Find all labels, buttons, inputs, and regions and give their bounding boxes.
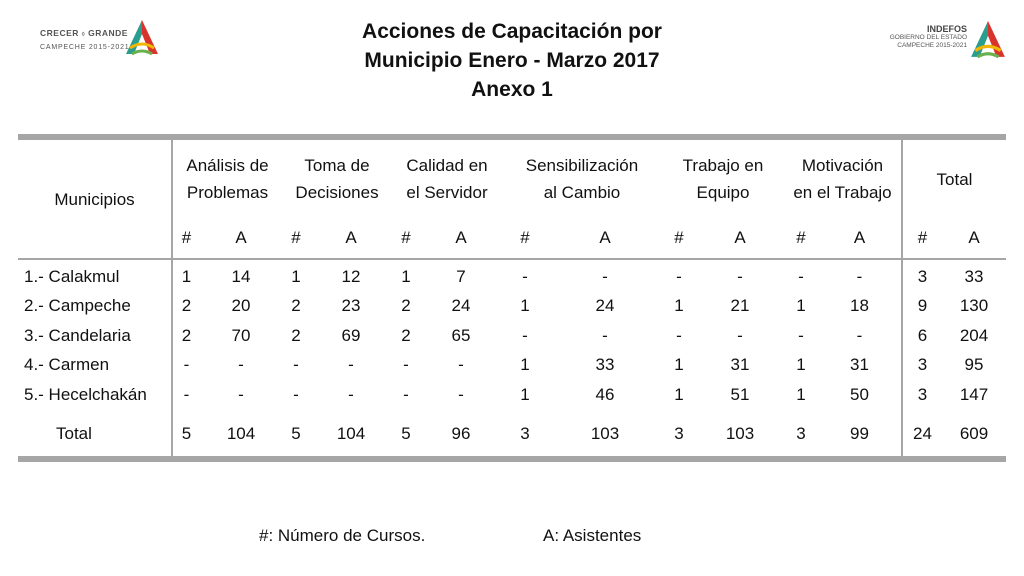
logo-left-word1: CRECER xyxy=(40,28,79,38)
cell-attendees: 70 xyxy=(231,325,251,345)
cell-attendees: - xyxy=(602,266,608,286)
group-header-calidad xyxy=(392,140,502,218)
cell-attendees: 51 xyxy=(730,384,750,404)
cell-courses: 2 xyxy=(291,325,301,345)
logo-left-word2: GRANDE xyxy=(88,28,128,38)
cell-courses: 1 xyxy=(796,296,806,316)
total-attendees: 99 xyxy=(850,423,869,443)
total-attendees: 104 xyxy=(226,423,256,443)
table-bottom-rule xyxy=(18,456,1006,462)
cell-attendees: 50 xyxy=(850,384,869,404)
cell-courses: 2 xyxy=(401,325,411,345)
group-header-line2: en el Trabajo xyxy=(793,183,892,202)
cell-attendees: - xyxy=(737,266,743,286)
cell-courses: - xyxy=(172,380,200,410)
subheader-hash: # xyxy=(674,228,684,247)
training-table xyxy=(18,134,1006,462)
cell-attendees: 21 xyxy=(730,296,750,316)
cell-attendees: - xyxy=(856,266,863,286)
cell-attendees: 7 xyxy=(456,266,466,286)
cell-courses: - xyxy=(403,355,409,375)
cell-courses: 2 xyxy=(172,321,200,351)
total-courses: 3 xyxy=(674,423,684,443)
group-header-total xyxy=(902,140,1006,218)
cell-attendees: - xyxy=(238,355,244,375)
cell-courses: 1 xyxy=(796,355,806,375)
indefos-logo-text xyxy=(890,24,967,50)
group-header-line2: Decisiones xyxy=(295,183,379,202)
cell-attendees: - xyxy=(348,355,354,375)
cell-courses: 1 xyxy=(401,266,411,286)
cell-attendees: 95 xyxy=(964,355,984,375)
cell-courses: 3 xyxy=(902,262,942,292)
cell-attendees: 33 xyxy=(595,355,615,375)
title-line-2: Municipio Enero - Marzo 2017 xyxy=(364,49,660,72)
cell-courses: 1 xyxy=(796,384,806,404)
total-attendees: 103 xyxy=(590,423,620,443)
subheader-hash: # xyxy=(520,228,530,247)
title-line-1: Acciones de Capacitación por xyxy=(362,20,662,43)
group-header-line1: Análisis de xyxy=(186,156,269,175)
table-row xyxy=(18,321,1006,351)
group-header-motivacion xyxy=(784,140,902,218)
group-header-line1: Calidad en xyxy=(406,156,488,175)
total-attendees: 104 xyxy=(336,423,366,443)
cell-attendees: 204 xyxy=(959,325,989,345)
cell-attendees: - xyxy=(458,355,464,375)
cell-courses: 2 xyxy=(291,296,301,316)
subheader-a: A xyxy=(235,228,247,247)
group-header-toma xyxy=(282,140,392,218)
legend-a: A: Asistentes xyxy=(543,526,642,545)
subheader-hash: # xyxy=(291,228,301,247)
page-title xyxy=(300,17,724,104)
total-courses: 3 xyxy=(520,423,530,443)
cell-courses: - xyxy=(172,351,200,381)
group-header-trabajo xyxy=(662,140,784,218)
group-header-line1: Sensibilización xyxy=(525,156,639,175)
cell-courses: - xyxy=(293,384,299,404)
table-row xyxy=(18,292,1006,322)
cell-courses: - xyxy=(522,325,528,345)
group-header-line1: Toma de xyxy=(304,156,370,175)
municipio-name: 5.- Hecelchakán xyxy=(24,384,147,404)
cell-courses: - xyxy=(293,355,299,375)
municipio-name: 1.- Calakmul xyxy=(24,266,120,286)
municipio-name: 4.- Carmen xyxy=(24,355,110,375)
logo-right-line3: CAMPECHE 2015-2021 xyxy=(897,42,967,49)
total-courses: 5 xyxy=(291,423,301,443)
cell-attendees: 14 xyxy=(231,266,251,286)
cell-attendees: - xyxy=(856,325,863,345)
indefos-logo xyxy=(880,18,1015,68)
cell-attendees: 46 xyxy=(595,384,615,404)
triangle-emblem-icon xyxy=(969,18,1007,62)
subheader-a: A xyxy=(853,228,866,247)
municipio-name: 2.- Campeche xyxy=(24,296,131,316)
crecer-grande-logo xyxy=(40,18,160,60)
cell-attendees: - xyxy=(737,325,743,345)
cell-courses: - xyxy=(798,266,804,286)
cell-attendees: 31 xyxy=(850,355,869,375)
cell-courses: 6 xyxy=(902,321,942,351)
cell-attendees: - xyxy=(348,384,354,404)
cell-attendees: - xyxy=(458,384,464,404)
table-row xyxy=(18,262,1006,292)
table-body xyxy=(18,262,1006,410)
cell-attendees: 130 xyxy=(959,296,989,316)
subheader-hash: # xyxy=(796,228,806,247)
cell-attendees: 65 xyxy=(451,325,471,345)
cell-attendees: 69 xyxy=(341,325,361,345)
total-label: Total xyxy=(56,423,92,443)
group-header-line2: el Servidor xyxy=(406,183,488,202)
group-header-analisis xyxy=(172,140,282,218)
cell-attendees: 24 xyxy=(595,296,615,316)
subheader-a: A xyxy=(968,228,980,247)
cell-courses: 3 xyxy=(902,380,942,410)
subheader-a: A xyxy=(455,228,467,247)
cell-courses: 9 xyxy=(902,292,942,322)
subheader-a: A xyxy=(345,228,357,247)
title-line-3: Anexo 1 xyxy=(471,78,553,101)
cell-courses: 1 xyxy=(520,355,530,375)
legend-hash: #: Número de Cursos. xyxy=(259,526,426,545)
cell-courses: 1 xyxy=(674,384,684,404)
cell-attendees: 23 xyxy=(341,296,361,316)
header-row xyxy=(18,140,1006,218)
subheader-hash: # xyxy=(401,228,411,247)
logo-right-title: INDEFOS xyxy=(926,24,967,34)
total-attendees: 609 xyxy=(959,423,989,443)
cell-attendees: 24 xyxy=(451,296,471,316)
total-courses: 5 xyxy=(172,412,200,456)
total-attendees: 96 xyxy=(451,423,471,443)
cell-courses: - xyxy=(676,325,682,345)
cell-attendees: - xyxy=(602,325,608,345)
group-header-line2: al Cambio xyxy=(543,183,621,202)
municipio-name: 3.- Candelaria xyxy=(24,325,131,345)
triangle-emblem-icon xyxy=(124,18,160,58)
cell-attendees: 12 xyxy=(341,266,361,286)
cell-courses: 1 xyxy=(520,296,530,316)
cell-attendees: 31 xyxy=(730,355,750,375)
cell-attendees: - xyxy=(238,384,244,404)
cell-courses: - xyxy=(403,384,409,404)
municipios-header xyxy=(18,140,172,259)
group-header-sensibilizacion xyxy=(502,140,662,218)
logo-left-subtitle: CAMPECHE 2015-2021 xyxy=(40,44,130,51)
total-header-label: Total xyxy=(936,169,973,189)
cell-courses: 3 xyxy=(902,351,942,381)
cell-courses: 1 xyxy=(674,296,684,316)
total-row xyxy=(18,412,1006,456)
subheader-hash: # xyxy=(902,218,942,259)
subheader-a: A xyxy=(734,228,746,247)
total-attendees: 103 xyxy=(725,423,755,443)
cell-attendees: 33 xyxy=(964,266,984,286)
table-row xyxy=(18,380,1006,410)
cell-attendees: 18 xyxy=(850,296,869,316)
cell-courses: - xyxy=(676,266,682,286)
group-header-line2: Problemas xyxy=(186,183,269,202)
total-courses: 5 xyxy=(401,423,411,443)
cell-courses: 2 xyxy=(401,296,411,316)
municipios-header-label: Municipios xyxy=(54,189,135,209)
total-courses: 24 xyxy=(902,412,942,456)
subheader-hash: # xyxy=(172,218,200,259)
total-courses: 3 xyxy=(796,423,806,443)
cell-attendees: 20 xyxy=(231,296,251,316)
cell-courses: 2 xyxy=(172,292,200,322)
group-header-line1: Trabajo en xyxy=(682,156,764,175)
cell-attendees: 147 xyxy=(959,384,989,404)
table-row xyxy=(18,351,1006,381)
cell-courses: 1 xyxy=(674,355,684,375)
subheader-a: A xyxy=(599,228,611,247)
cell-courses: 1 xyxy=(520,384,530,404)
logo-right-line2: GOBIERNO DEL ESTADO xyxy=(889,34,967,41)
crecer-grande-logo-text: CRECER ◊ GRANDE CAMPECHE 2015-2021 xyxy=(40,28,130,51)
group-header-line2: Equipo xyxy=(696,183,750,202)
group-header-line1: Motivación xyxy=(801,156,884,175)
cell-courses: 1 xyxy=(172,262,200,292)
cell-courses: - xyxy=(798,325,804,345)
cell-courses: 1 xyxy=(291,266,301,286)
cell-courses: - xyxy=(522,266,528,286)
